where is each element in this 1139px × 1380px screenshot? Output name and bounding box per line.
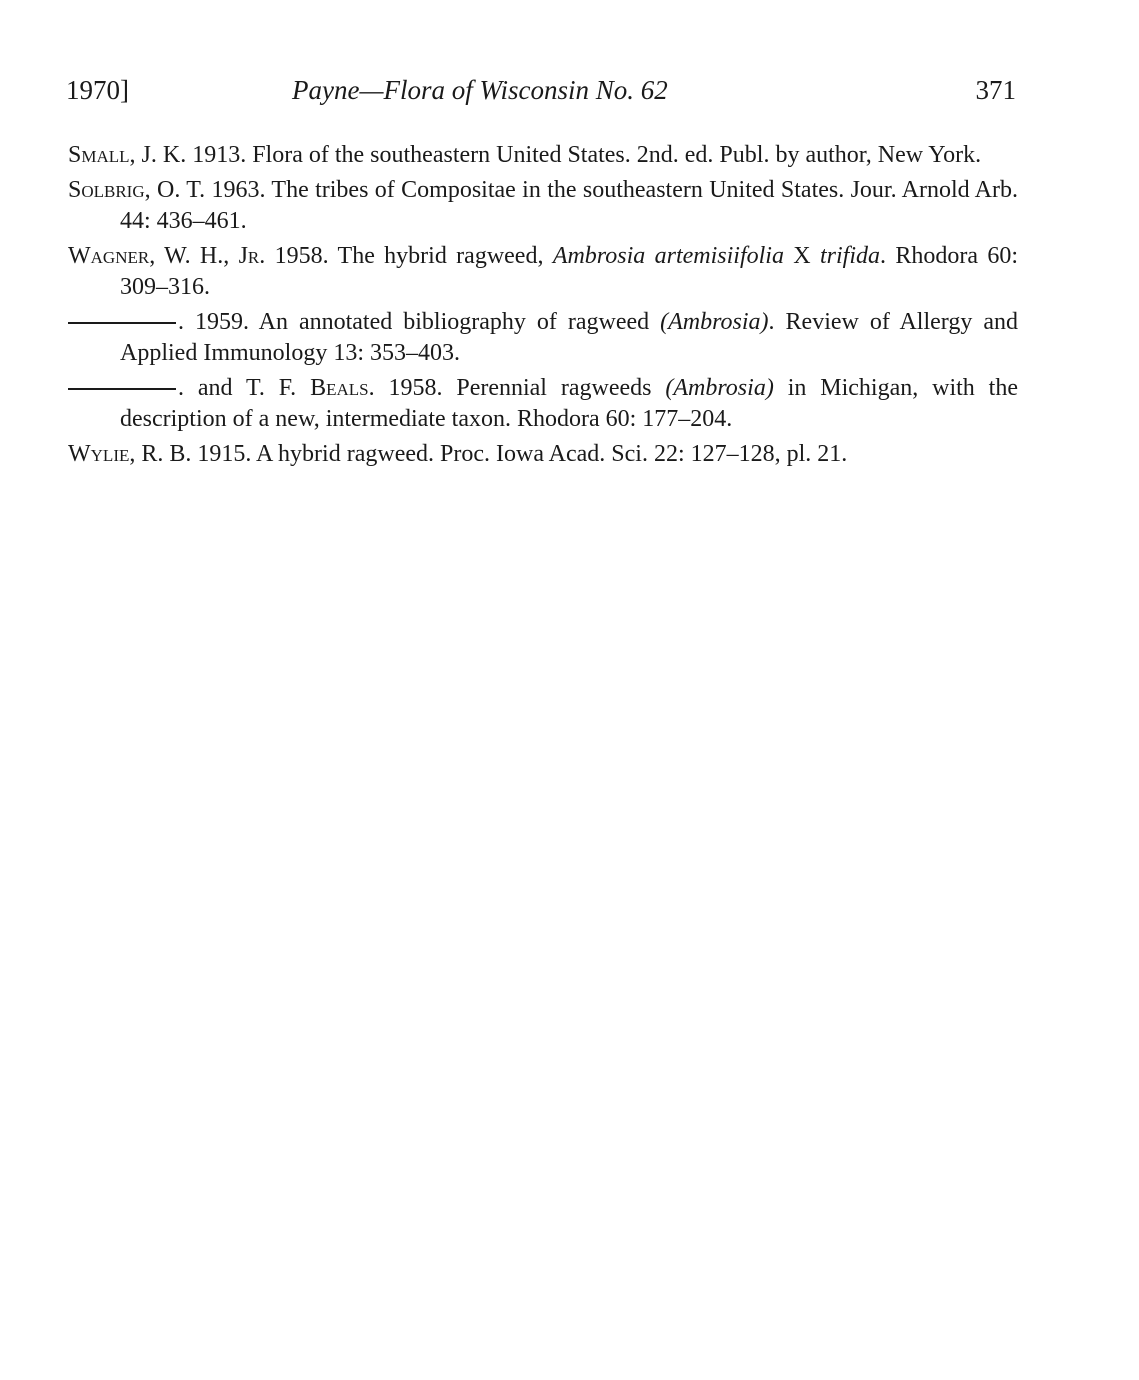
reference-text: , W. H., <box>149 243 239 269</box>
genus-name: (Ambrosia) <box>660 309 769 335</box>
genus-name: (Ambrosia) <box>665 375 774 401</box>
running-head <box>66 70 1016 110</box>
reference-text: . 1958. The hybrid ragweed, <box>259 243 553 269</box>
running-title: Payne—Flora of Wisconsin No. 62 <box>292 75 668 105</box>
reference-text: . 1958. Perennial ragweeds <box>368 375 666 401</box>
reference-small <box>68 140 1018 171</box>
reference-text: . Rhodora 60: 309–316. <box>120 243 1018 300</box>
reference-author: Wylie <box>68 441 130 467</box>
reference-author: Small <box>68 142 130 168</box>
reference-author: Solbrig <box>68 177 145 203</box>
reference-text: X <box>783 243 820 269</box>
reference-coauthor: Beals <box>310 375 369 401</box>
reference-text: in Michigan, with the description of a new, intermediate taxon. Rhodora 60: 177–204. <box>120 375 1018 432</box>
reference-wylie <box>68 439 1018 470</box>
reference-text: , J. K. 1913. Flora of the southeastern United States. 2nd. ed. Publ. by author, New York. <box>129 142 982 168</box>
reference-author: Wagner <box>68 243 150 269</box>
reference-author-suffix: Jr <box>238 243 260 269</box>
page-number: 371 <box>975 75 1016 105</box>
reference-list <box>68 140 1018 474</box>
species-name: trifida <box>819 243 880 269</box>
reference-text: , O. T. 1963. The tribes of Compositae in the southeastern United States. Jour. Arnold Arb. 44: 436–461. <box>120 177 1018 234</box>
ditto-dash <box>68 388 176 390</box>
reference-wagner-beals-1958 <box>68 373 1018 435</box>
reference-text: . Review of Allergy and Applied Immunology 13: 353–403. <box>120 309 1018 366</box>
reference-text: . 1959. An annotated bibliography of ragweed <box>178 309 661 335</box>
species-name: Ambrosia artemisiifolia <box>552 243 784 269</box>
reference-text: . and T. F. <box>178 375 311 401</box>
reference-solbrig <box>68 175 1018 237</box>
reference-wagner-1958 <box>68 241 1018 303</box>
volume-year: 1970] <box>66 75 129 105</box>
reference-wagner-1959 <box>68 307 1018 369</box>
ditto-dash <box>68 322 176 324</box>
reference-text: , R. B. 1915. A hybrid ragweed. Proc. Iowa Acad. Sci. 22: 127–128, pl. 21. <box>129 441 848 467</box>
